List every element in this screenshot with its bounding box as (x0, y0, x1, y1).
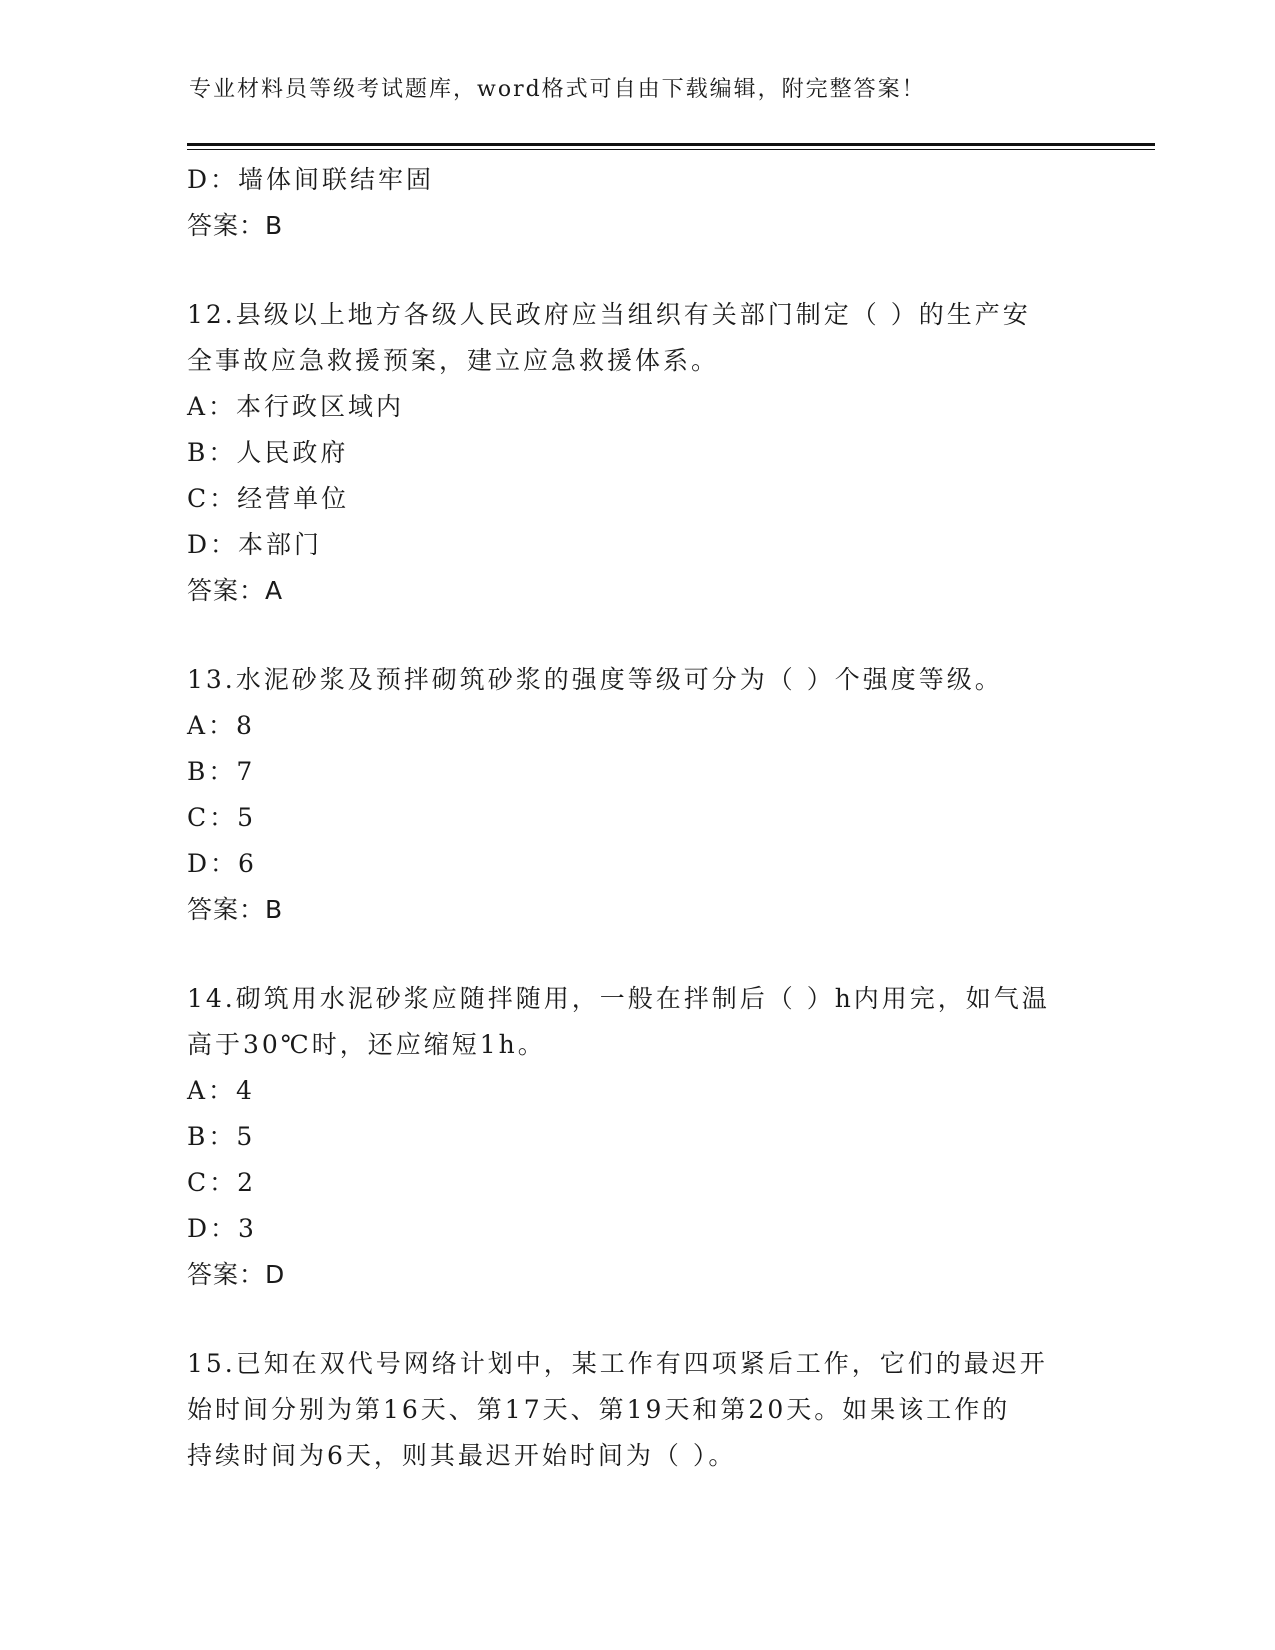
option-c: C：2 (187, 1168, 257, 1197)
option-a: A：8 (187, 711, 255, 740)
option-b: B：7 (187, 757, 256, 786)
page-header: 专业材料员等级考试题库，word格式可自由下载编辑，附完整答案！ (189, 77, 926, 102)
question-list (187, 157, 1147, 1479)
prev-option-d: D：墙体间联结牢固 (187, 165, 435, 194)
prev-answer: 答案：B (187, 211, 284, 240)
answer: 答案：D (187, 1260, 286, 1289)
question-14 (187, 976, 1147, 1298)
question-text-line: 13.水泥砂浆及预拌砌筑砂浆的强度等级可分为（ ）个强度等级。 (187, 665, 1003, 694)
question-13 (187, 657, 1147, 933)
question-text-line: 始时间分别为第16天、第17天、第19天和第20天。如果该工作的 (187, 1395, 1011, 1424)
option-b: B：5 (187, 1122, 256, 1151)
option-d: D：3 (187, 1214, 257, 1243)
question-text-line: 全事故应急救援预案，建立应急救援体系。 (187, 346, 720, 375)
header-rule-thick (187, 143, 1155, 146)
answer: 答案：A (187, 576, 284, 605)
question-text-line: 15.已知在双代号网络计划中，某工作有四项紧后工作，它们的最迟开 (187, 1349, 1048, 1378)
question-12 (187, 292, 1147, 614)
option-c: C：经营单位 (187, 484, 350, 513)
question-text-line: 12.县级以上地方各级人民政府应当组织有关部门制定（ ）的生产安 (187, 300, 1031, 329)
option-c: C：5 (187, 803, 257, 832)
question-15 (187, 1341, 1147, 1479)
header-rule-thin (187, 149, 1155, 150)
option-b: B：人民政府 (187, 438, 349, 467)
answer: 答案：B (187, 895, 284, 924)
option-a: A：本行政区域内 (187, 392, 405, 421)
question-text-line: 高于30℃时，还应缩短1h。 (187, 1030, 546, 1059)
option-a: A：4 (187, 1076, 255, 1105)
question-text-line: 持续时间为6天，则其最迟开始时间为（ ）。 (187, 1441, 737, 1470)
option-d: D：6 (187, 849, 257, 878)
option-d: D：本部门 (187, 530, 323, 559)
question-text-line: 14.砌筑用水泥砂浆应随拌随用，一般在拌制后（ ）h内用完，如气温 (187, 984, 1050, 1013)
